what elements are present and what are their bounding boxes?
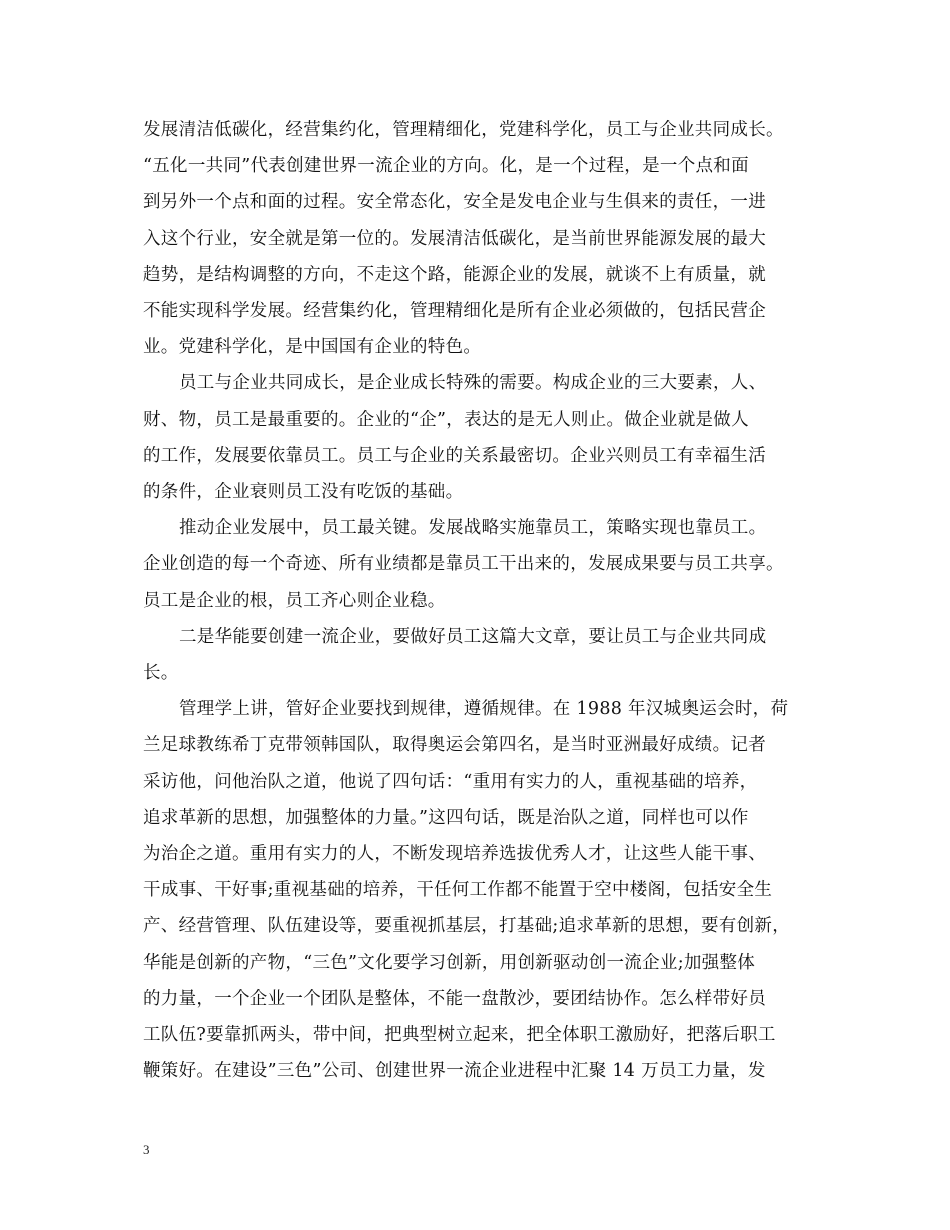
text-line: 到另外一个点和面的过程。安全常态化，安全是发电企业与生俱来的责任，一进 — [143, 192, 766, 213]
text-line: 兰足球教练希丁克带领韩国队，取得奥运会第四名，是当时亚洲最好成绩。记者 — [143, 735, 766, 756]
text-line: 趋势，是结构调整的方向，不走这个路，能源企业的发展，就谈不上有质量，就 — [143, 264, 766, 285]
text-line: 员工与企业共同成长，是企业成长特殊的需要。构成企业的三大要素，人、 — [179, 373, 767, 394]
text-line: 管理学上讲，管好企业要找到规律，遵循规律。在 1988 年汉城奥运会时，荷 — [179, 699, 789, 720]
text-line: 产、经营管理、队伍建设等，要重视抓基层，打基础;追求革新的思想，要有创新， — [143, 916, 790, 937]
text-line: 的条件，企业衰则员工没有吃饭的基础。 — [143, 482, 464, 503]
text-line: “五化一共同”代表创建世界一流企业的方向。化，是一个过程，是一个点和面 — [143, 156, 749, 177]
text-line: 工队伍?要靠抓两头，带中间，把典型树立起来，把全体职工激励好，把落后职工 — [143, 1025, 776, 1046]
text-line: 采访他，问他治队之道，他说了四句话：“重用有实力的人，重视基础的培养， — [143, 771, 758, 792]
text-line: 不能实现科学发展。经营集约化，管理精细化是所有企业必须做的，包括民营企 — [143, 301, 766, 322]
text-line: 干成事、干好事;重视基础的培养，干任何工作都不能置于空中楼阁，包括安全生 — [143, 880, 773, 901]
text-line: 发展清洁低碳化，经营集约化，管理精细化，党建科学化，员工与企业共同成长。 — [143, 120, 784, 140]
text-line: 为治企之道。重用有实力的人，不断发现培养选拔优秀人才，让这些人能干事、 — [143, 844, 766, 865]
text-line: 华能是创新的产物，“三色”文化要学习创新，用创新驱动创一流企业;加强整体 — [143, 952, 756, 973]
text-line: 企业创造的每一个奇迹、所有业绩都是靠员工干出来的，发展成果要与员工共享。 — [143, 554, 784, 575]
page-number: 3 — [143, 1142, 150, 1157]
text-line: 的力量，一个企业一个团队是整体，不能一盘散沙，要团结协作。怎么样带好员 — [143, 988, 766, 1009]
document-body — [143, 112, 825, 1089]
text-line: 财、物，员工是最重要的。企业的“企”，表达的是无人则止。做企业就是做人 — [143, 409, 749, 430]
text-line: 的工作，发展要依靠员工。员工与企业的关系最密切。企业兴则员工有幸福生活 — [143, 445, 766, 466]
text-line: 员工是企业的根，员工齐心则企业稳。 — [143, 590, 446, 611]
text-line: 鞭策好。在建设”三色”公司、创建世界一流企业进程中汇聚 14 万员工力量，发 — [143, 1061, 766, 1082]
text-line: 长。 — [143, 663, 179, 684]
text-line: 业。党建科学化，是中国国有企业的特色。 — [143, 337, 482, 358]
text-line: 二是华能要创建一流企业，要做好员工这篇大文章，要让员工与企业共同成 — [179, 626, 767, 647]
text-line: 追求革新的思想，加强整体的力量。”这四句话，既是治队之道，同样也可以作 — [143, 807, 749, 828]
text-line: 推动企业发展中，员工最关键。发展战略实施靠员工，策略实现也靠员工。 — [179, 518, 767, 539]
text-line: 入这个行业，安全就是第一位的。发展清洁低碳化，是当前世界能源发展的最大 — [143, 228, 766, 249]
